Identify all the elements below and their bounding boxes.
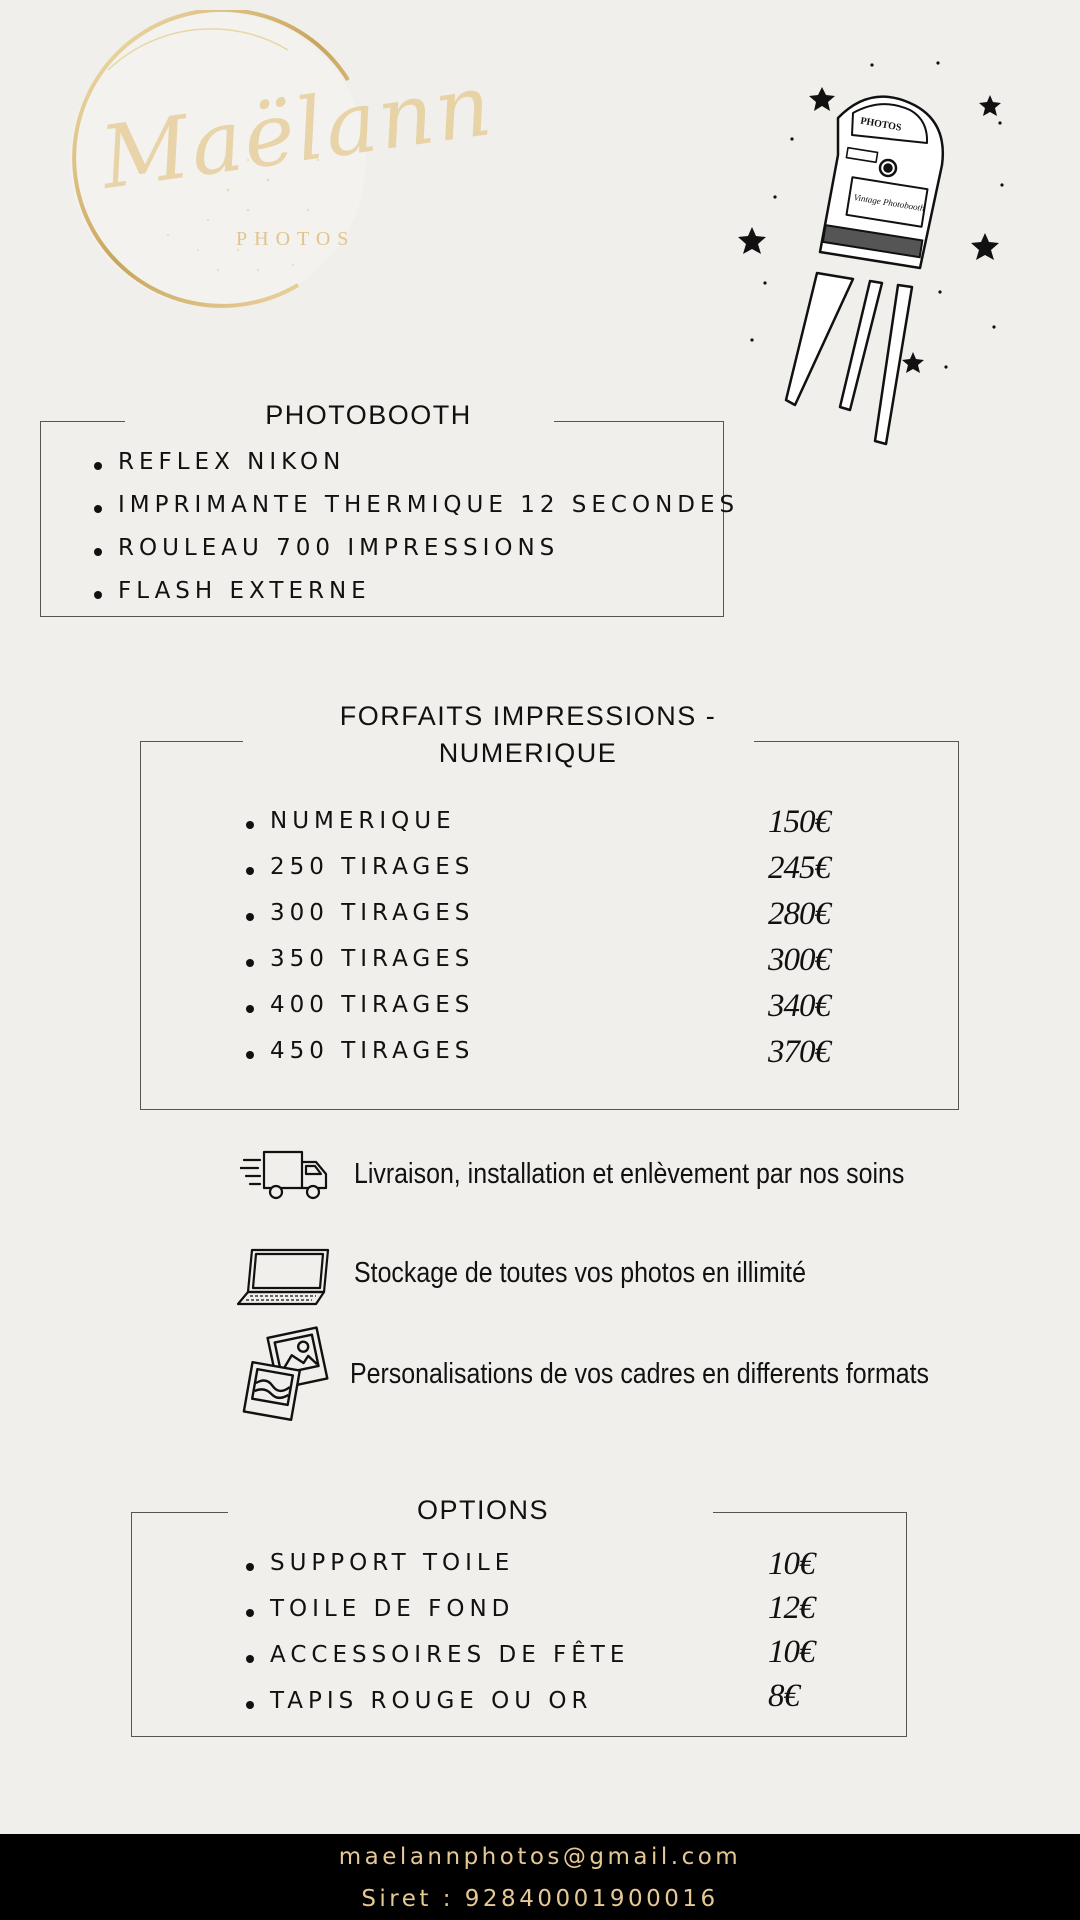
- booth-plate-label: Vintage Photobooth: [853, 192, 926, 214]
- feature-delivery-text: Livraison, installation et enlèvement par nos soins: [354, 1158, 905, 1190]
- brand-logo: [48, 10, 499, 310]
- price-row: 250 TIRAGES 245€: [246, 852, 846, 892]
- laptop-icon: [236, 1246, 332, 1308]
- logo-subtitle: PHOTOS: [236, 228, 356, 250]
- delivery-truck-icon: [240, 1146, 330, 1206]
- footer: [0, 1834, 1080, 1920]
- price-row: TOILE DE FOND 12€: [246, 1594, 846, 1634]
- price-row: SUPPORT TOILE 10€: [246, 1548, 846, 1588]
- price-row: TAPIS ROUGE OU OR 8€: [246, 1686, 846, 1726]
- price-row: NUMERIQUE 150€: [246, 806, 846, 846]
- price-row: 350 TIRAGES 300€: [246, 944, 846, 984]
- photobooth-illustration: [720, 55, 1020, 455]
- logo-script-text: Maëlann: [94, 55, 499, 209]
- price-row: ACCESSOIRES DE FÊTE 10€: [246, 1640, 846, 1680]
- photo-frames-icon: [242, 1326, 334, 1422]
- feature-personalisation-text: Personalisations de vos cadres en differents formats: [350, 1358, 930, 1390]
- options-title: OPTIONS: [416, 1495, 549, 1525]
- footer-email-link[interactable]: maelannphotos@gmail.com: [338, 1844, 742, 1870]
- photobooth-icon: [720, 55, 1020, 455]
- photobooth-title: PHOTOBOOTH: [265, 400, 472, 430]
- footer-siret: Siret : 92840001900016: [361, 1886, 719, 1912]
- feature-storage-text: Stockage de toutes vos photos en illimité: [354, 1257, 806, 1289]
- booth-label-top: PHOTOS: [859, 115, 903, 134]
- forfaits-title: FORFAITS IMPRESSIONS - NUMERIQUE: [339, 701, 717, 768]
- price-row: 300 TIRAGES 280€: [246, 898, 846, 938]
- price-row: 400 TIRAGES 340€: [246, 990, 846, 1030]
- price-row: 450 TIRAGES 370€: [246, 1036, 846, 1076]
